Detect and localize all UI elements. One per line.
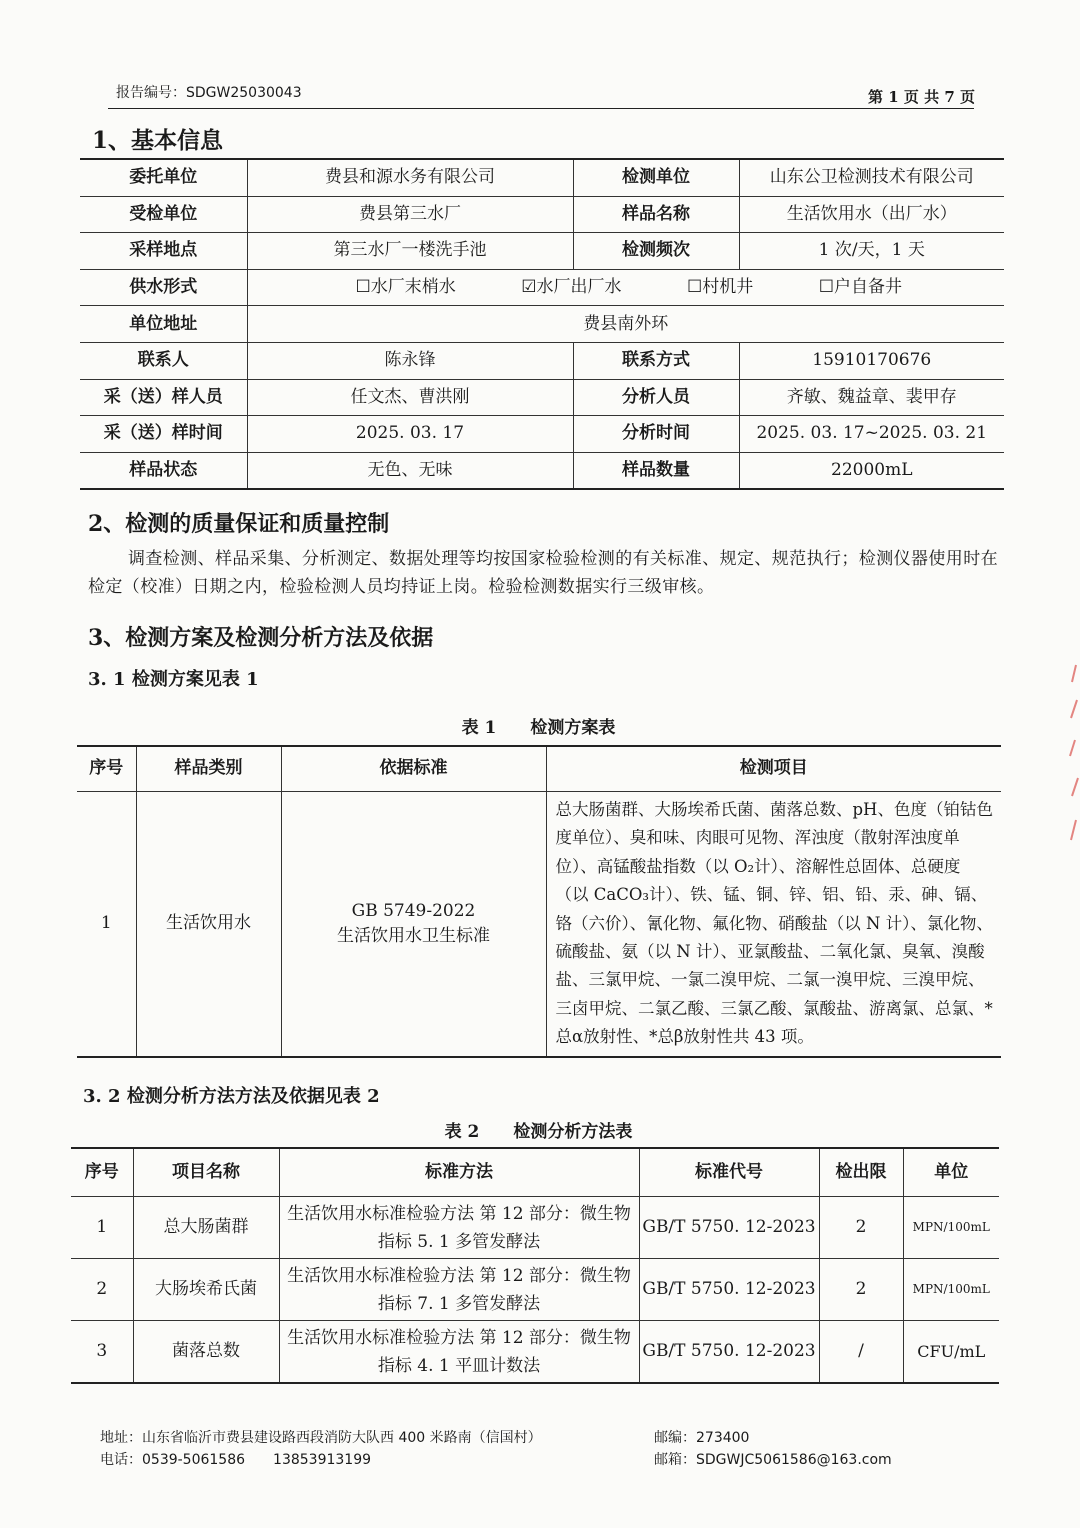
label-cell: 检测单位 [573,159,739,196]
unit: MPN/100mL [903,1259,999,1321]
table-header-row [71,1148,999,1197]
row-number: 1 [77,792,136,1057]
label-cell: 分析人员 [573,379,739,416]
basic-info-table [80,158,1004,490]
label-cell: 分析时间 [573,416,739,453]
quality-paragraph: 调查检测、样品采集、分析测定、数据处理等均按国家检验检测的有关标准、规定、规范执行；检测仪器使用时在检定（校准）日期之内，检验检测人员均持证上岗。检验检测数据实行三级审核。 [88,549,998,597]
item-name: 大肠埃希氏菌 [133,1259,279,1321]
standard-cell [281,792,546,1057]
section-2-title: 2、检测的质量保证和质量控制 [88,511,390,537]
standard-name: 生活饮用水卫生标准 [337,925,490,946]
standard-code: GB/T 5750. 12-2023 [639,1321,819,1384]
standard-method: 生活饮用水标准检验方法 第 12 部分：微生物指标 5. 1 多管发酵法 [279,1197,639,1259]
address-row [80,306,1004,343]
value-cell: 1 次/天，1 天 [739,233,1004,270]
value-cell: 费县第三水厂 [247,196,573,233]
label-cell: 联系方式 [573,342,739,379]
standard-code: GB 5749-2022 [351,900,476,921]
label-cell: 样品状态 [80,452,247,489]
sample-category: 生活饮用水 [136,792,281,1057]
table-row [71,1259,999,1321]
label-cell: 委托单位 [80,159,247,196]
column-header: 样品类别 [136,746,281,792]
table-row [80,233,1004,270]
label-cell: 联系人 [80,342,247,379]
standard-code: GB/T 5750. 12-2023 [639,1259,819,1321]
supply-option: ☐户自备井 [818,276,902,297]
table-row [80,452,1004,489]
section-1-title: 1、基本信息 [92,127,224,154]
footer-email: 邮箱：SDGWJC5061586@163.com [654,1452,892,1468]
column-header: 检出限 [819,1148,903,1197]
table-row [80,416,1004,453]
row-number: 2 [71,1259,133,1321]
supply-option: ☑水厂出厂水 [521,276,622,297]
value-cell: 齐敏、魏益章、裴甲存 [739,379,1004,416]
value-cell: 任文杰、曹洪刚 [247,379,573,416]
row-number: 1 [71,1197,133,1259]
table-row [80,159,1004,196]
label-cell: 供水形式 [80,269,247,306]
footer-phone: 电话：0539-5061586 13853913199 [100,1452,372,1468]
table-row [80,196,1004,233]
table-header-row [77,746,1001,792]
supply-row [80,269,1004,306]
label-cell: 采样地点 [80,233,247,270]
value-cell: 无色、无味 [247,452,573,489]
supply-option: ☐水厂末梢水 [355,276,456,297]
section-3-title: 3、检测方案及检测分析方法及依据 [88,625,434,651]
report-number: 报告编号：SDGW25030043 [116,85,302,101]
label-cell: 受检单位 [80,196,247,233]
table-row [71,1197,999,1259]
table-row [77,792,1001,1057]
analysis-method-table [71,1147,999,1384]
detection-limit: 2 [819,1259,903,1321]
footer-postcode: 邮编：273400 [654,1430,750,1446]
value-cell: 2025. 03. 17 [247,416,573,453]
column-header: 标准代号 [639,1148,819,1197]
checkbox-icon: ☐ [355,276,371,297]
label-cell: 检测频次 [573,233,739,270]
label-cell: 采（送）样人员 [80,379,247,416]
footer-address: 地址：山东省临沂市费县建设路西段消防大队西 400 米路南（信国村） [100,1430,542,1446]
table-row [80,379,1004,416]
value-cell: 15910170676 [739,342,1004,379]
column-header: 标准方法 [279,1148,639,1197]
seal-edge-mark [1068,660,1080,850]
column-header: 项目名称 [133,1148,279,1197]
test-items: 总大肠菌群、大肠埃希氏菌、菌落总数、pH、色度（铂钴色度单位）、臭和味、肉眼可见物、浑浊度（散射浑浊度单位）、高锰酸盐指数（以 O₂计）、溶解性总固体、总硬度（以 CaCO₃计）、铁、锰、铜、锌、铝、铅、汞、砷、镉、铬（六价）、氰化物、氟化物、硝酸盐（以 N 计）、氯化物、 硫酸盐、氨（以 N 计）、亚氯酸盐、二氧化氯、臭氧、溴酸盐、三氯甲烷、一氯二溴甲烷、二氯一溴甲烷、三溴甲烷、三卤甲烷、二氯乙酸、三氯乙酸、氯酸盐、游离氯、总氯、*总α放射性、*总β放射性共 43 项。 [546,792,1001,1057]
table-row [80,342,1004,379]
value-cell: 2025. 03. 17~2025. 03. 21 [739,416,1004,453]
test-plan-table [77,745,1001,1058]
standard-code: GB/T 5750. 12-2023 [639,1197,819,1259]
detection-limit: 2 [819,1197,903,1259]
item-name: 总大肠菌群 [133,1197,279,1259]
checked-box-icon: ☑ [521,276,537,297]
column-header: 序号 [71,1148,133,1197]
item-name: 菌落总数 [133,1321,279,1384]
label-cell: 采（送）样时间 [80,416,247,453]
table-1-caption: 表 1 检测方案表 [461,718,616,738]
column-header: 检测项目 [546,746,1001,792]
page-number: 第 1 页 共 7 页 [868,88,975,106]
column-header: 序号 [77,746,136,792]
subsection-3-1-title: 3. 1 检测方案见表 1 [88,669,259,690]
checkbox-icon: ☐ [818,276,834,297]
value-cell: 费县南外环 [247,306,1004,343]
column-header: 依据标准 [281,746,546,792]
supply-option: ☐村机井 [687,276,754,297]
header-divider [108,108,974,109]
checkbox-icon: ☐ [687,276,703,297]
table-2-caption: 表 2 检测分析方法表 [444,1122,633,1142]
table-row [71,1321,999,1384]
value-cell: 陈永锋 [247,342,573,379]
value-cell: 第三水厂一楼洗手池 [247,233,573,270]
value-cell: 22000mL [739,452,1004,489]
detection-limit: / [819,1321,903,1384]
value-cell: 山东公卫检测技术有限公司 [739,159,1004,196]
label-cell: 单位地址 [80,306,247,343]
standard-method: 生活饮用水标准检验方法 第 12 部分：微生物指标 7. 1 多管发酵法 [279,1259,639,1321]
value-cell: 费县和源水务有限公司 [247,159,573,196]
column-header: 单位 [903,1148,999,1197]
label-cell: 样品名称 [573,196,739,233]
label-cell: 样品数量 [573,452,739,489]
standard-method: 生活饮用水标准检验方法 第 12 部分：微生物指标 4. 1 平皿计数法 [279,1321,639,1384]
unit: CFU/mL [903,1321,999,1384]
subsection-3-2-title: 3. 2 检测分析方法方法及依据见表 2 [83,1086,380,1107]
value-cell: 生活饮用水（出厂水） [739,196,1004,233]
row-number: 3 [71,1321,133,1384]
unit: MPN/100mL [903,1197,999,1259]
supply-options [247,269,1004,306]
